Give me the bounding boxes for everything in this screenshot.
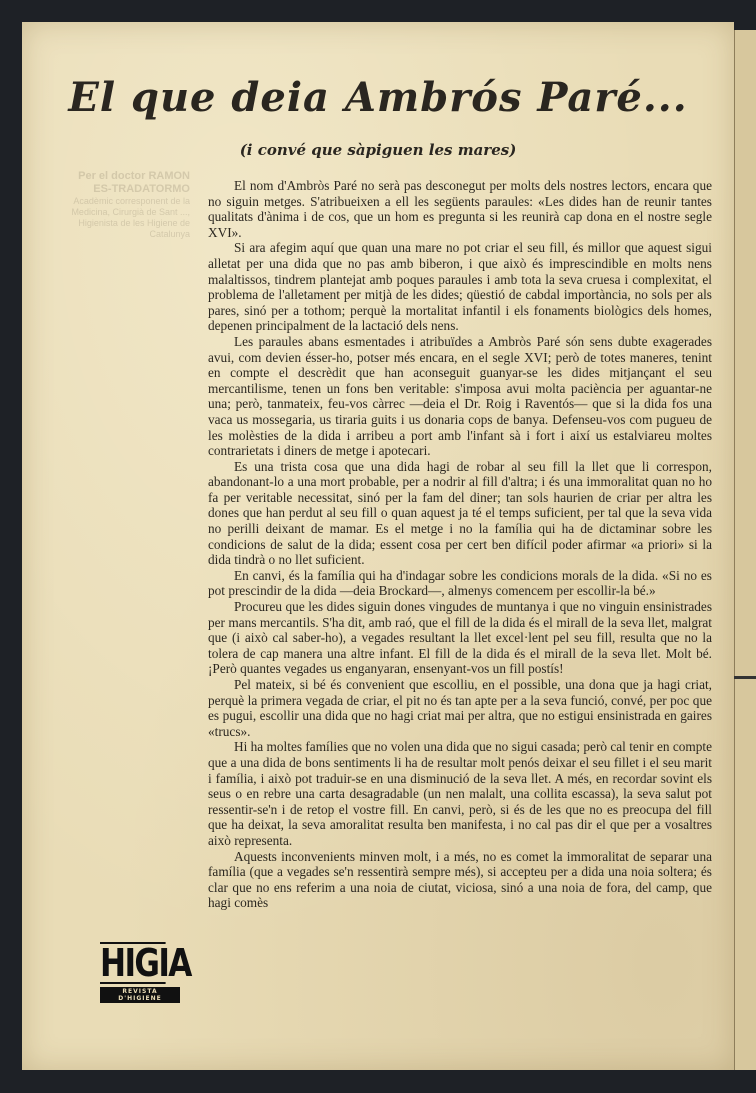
- paragraph: Aquests inconvenients minven molt, i a més, no es comet la immoralitat de separar una família (que a vegades se'n ressentirà sempre més), si accepteu per a dida una noia soltera; és clar que no ens referim a una noia de ciutat, viciosa, sinó a una noia de fora, del camp, que hagi comès: [208, 848, 712, 911]
- paragraph: Les paraules abans esmentades i atribuïdes a Ambròs Paré són sens dubte exagerades avui, com devien ésser-ho, potser més encara, en el segle XVI; però de totes maneres, tenint en compte el descrèdit que han aconseguit guanyar-se les dides mitjançant el seu mercantilisme, tenen un fons ben veritable: s'imposa avui molta paciència per aguantar-ne una; però, tanmateix, feu-vos càrrec —deia el Dr. Roig i Raventós— que si la dida fos una vaca us mossegaria, us tiraria guits i us donaria cops de banya. Defenseu-vos com pugueu de les molèsties de la dida i arribeu a port amb l'infant sà i fort i així us estalviareu moltes contrarietats i diners de metge i apotecari.: [208, 333, 712, 459]
- bleed-through-title: Per el doctor RAMON ES-TRADATORMO: [78, 170, 190, 195]
- spine-mark: [734, 676, 756, 679]
- logo-subtitle: REVISTA D'HIGIENE: [100, 987, 180, 1003]
- paragraph: Hi ha moltes famílies que no volen una dida que no sigui casada; però cal tenir en compte que a una dida de bons sentiments li ha de resultar molt penós deixar el seu fillet i el seu marit i família, i això pot traduir-se en una disminució de la seva llet. A més, en recordar sovint els seus o en rebre una carta desagradable (un nen malalt, una collita escassa), la seva salut pot ressentir-se'n i de retop el vostre fill. En canvi, però, si és de les que no es preocupa del fill que ha deixat, la seva amoralitat resulta ben manifesta, i no cal pas dir el que per a vosaltres això representa.: [208, 739, 712, 848]
- paragraph: Es una trista cosa que una dida hagi de robar al seu fill la llet que li correspon, abandonant-lo a una mort probable, per a nodrir al fill d'altra; i és una immoralitat quan no ho fa per veritable necessitat, sinó per la fam del diner; tan sols haurien de criar per altra les dones que han perdut al seu fill o quan aquest ja té el temps suficient, per tal que la seva vida no perilli deixant de mamar. Es el metge i no la família qui ha de dictaminar sobre les condicions de salut de la dida; essent cosa per cert ben difícil poder afirmar «a priori» si la dida tindrà o no llet suficient.: [208, 458, 712, 568]
- paragraph: En canvi, és la família qui ha d'indagar sobre les condicions morals de la dida. «Si no es pot prescindir de la dida —deia Brockard—, almenys comencem per escollir-la bé.»: [208, 567, 712, 599]
- paragraph: Pel mateix, si bé és convenient que escolliu, en el possible, una dona que ja hagi criat, perquè la primera vegada de criar, el pit no és tan apte per a la seva funció, convé, per poc que es pugui, escollir una dida que no hagi criat mai per altra, que no estigui ensinistrada en gaires «trucs».: [208, 677, 712, 739]
- magazine-page: [22, 22, 734, 1070]
- logo-wordmark: HIGIA: [100, 941, 191, 985]
- bleed-through-text: [62, 170, 190, 240]
- paragraph: El nom d'Ambròs Paré no serà pas desconegut per molts dels nostres lectors, encara que no siguin metges. S'atribueixen a ell les següents paraules: «Les dides han de reunir tantes qualitats d'ànima i de cos, que un hom es pregunta si les reunirà cap dona en el nostre segle XVI».: [208, 178, 712, 240]
- paragraph: Si ara afegim aquí que quan una mare no pot criar el seu fill, és millor que aquest sigui alletat per una dida que no pas amb biberon, i que això és imprescindible en molts nens malaltissos, tindrem plantejat amb poques paraules i amb tota la seva cruesa i complexitat, el problema de l'alletament per mitjà de les dides; qüestió de cabdal importància, no sols per als pares, sinó per a tothom; perquè la mortalitat infantil i els fonaments biològics dels homes, depenen principalment de la lactació dels nens.: [208, 240, 712, 334]
- article-title: El que deia Ambrós Paré...: [68, 74, 688, 121]
- book-spine: [734, 30, 756, 1070]
- article-body: [208, 178, 712, 911]
- bleed-through-body: Acadèmic corresponent de la Medicina, Cirurgià de Sant ..., Higienista de les Higiene de Catalunya: [71, 196, 190, 239]
- paragraph: Procureu que les dides siguin dones vingudes de muntanya i que no vinguin ensinistrades per mans mercantils. S'ha dit, amb raó, que el fill de la dida és el mirall de la seva llet, malgrat que (i això cal saber-ho), a vegades resultant la llet excel·lent pel seu fill, resulta que no la tolera de cap manera una altre infant. El fill de la dida és el mirall de la seva llet. Molt bé. ¡Però quantes vegades us enganyaran, ensenyant-vos un fill postís!: [208, 599, 712, 677]
- higia-logo: [100, 941, 191, 1002]
- article-subtitle: (i convé que sàpiguen les mares): [239, 141, 517, 159]
